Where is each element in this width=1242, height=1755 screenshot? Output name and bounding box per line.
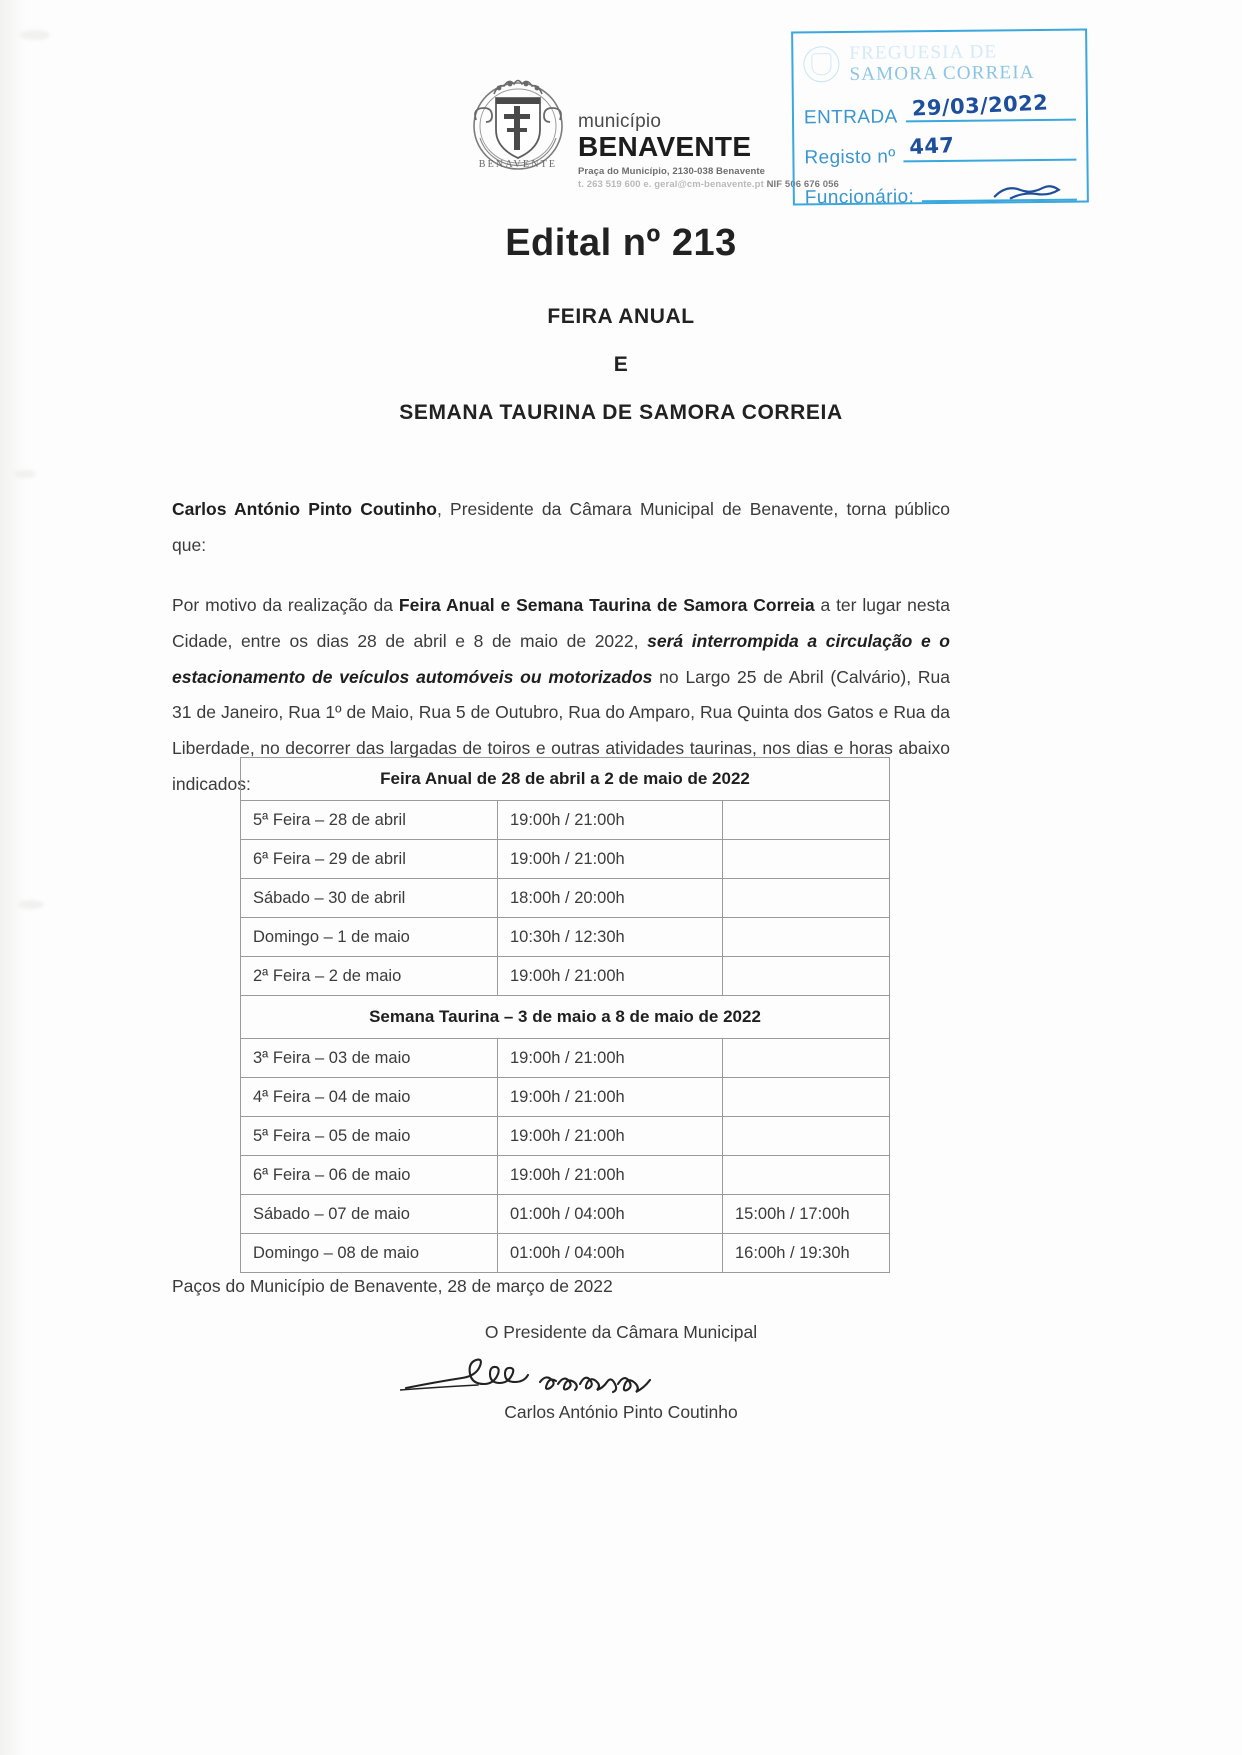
- row-day: 6ª Feira – 06 de maio: [241, 1156, 498, 1195]
- president-name: Carlos António Pinto Coutinho: [172, 499, 437, 519]
- event-name-bold: Feira Anual e Semana Taurina de Samora Correia: [398, 594, 815, 615]
- subtitle-semana-taurina: SEMANA TAURINA DE SAMORA CORREIA: [399, 401, 843, 424]
- stamp-entrada-field: [905, 90, 1076, 123]
- stamp-funcionario-label: Funcionário:: [804, 186, 915, 209]
- document-title: Edital nº 213: [505, 222, 737, 264]
- row-slot-1: 19:00h / 21:00h: [498, 1039, 723, 1078]
- stamp-org-line-1: FREGUESIA DE: [849, 41, 998, 64]
- row-day: Domingo – 1 de maio: [241, 918, 498, 957]
- benavente-coat-of-arms-icon: [470, 68, 566, 172]
- row-slot-2: 16:00h / 19:30h: [723, 1234, 890, 1273]
- row-slot-2: [723, 1078, 890, 1117]
- paragraph-part-3: no Largo 25 de Abril (Calvário), Rua 31 de Janeiro, Rua 1º de Maio, Rua 5 de Outubro, Rua do Amparo, Rua Quinta dos Gatos e Rua da Liberdade, no decorrer das largadas de toiros e outras atividades taurinas, nos dias e horas abaixo indicados:: [172, 666, 950, 795]
- row-slot-1: 01:00h / 04:00h: [498, 1195, 723, 1234]
- stamp-organization: [849, 41, 1035, 85]
- row-slot-1: 19:00h / 21:00h: [498, 840, 723, 879]
- row-slot-1: 19:00h / 21:00h: [498, 1156, 723, 1195]
- table-row: [241, 1195, 890, 1234]
- address-line-2: t. 263 519 600 e. geral@cm-benavente.pt NIF 506 676 056: [578, 179, 839, 191]
- table-row: [241, 1078, 890, 1117]
- row-day: Sábado – 30 de abril: [241, 879, 498, 918]
- stamp-entrada-label: ENTRADA: [803, 106, 898, 129]
- brand-municipio-label: município: [578, 111, 662, 132]
- stamp-entrada-value: 29/03/2022: [911, 90, 1049, 121]
- row-slot-1: 18:00h / 20:00h: [498, 879, 723, 918]
- stamp-header: [793, 30, 1086, 89]
- row-slot-1: 19:00h / 21:00h: [498, 1117, 723, 1156]
- table-row: [241, 957, 890, 996]
- row-slot-2: [723, 918, 890, 957]
- row-slot-2: [723, 1156, 890, 1195]
- stamp-registo-field: [903, 133, 1076, 163]
- municipality-header: [470, 68, 839, 192]
- table-row: [241, 1117, 890, 1156]
- paragraph-part-1: Por motivo da realização da: [172, 594, 399, 615]
- row-day: 3ª Feira – 03 de maio: [241, 1039, 498, 1078]
- row-slot-2: [723, 879, 890, 918]
- table-row: [241, 918, 890, 957]
- row-day: Domingo – 08 de maio: [241, 1234, 498, 1273]
- round-seal-icon: [803, 46, 839, 82]
- stamp-org-line-2: SAMORA CORREIA: [849, 62, 1035, 85]
- row-day: 4ª Feira – 04 de maio: [241, 1078, 498, 1117]
- row-day: 5ª Feira – 05 de maio: [241, 1117, 498, 1156]
- row-slot-1: 10:30h / 12:30h: [498, 918, 723, 957]
- row-slot-1: 19:00h / 21:00h: [498, 801, 723, 840]
- svg-text:BENAVENTE: BENAVENTE: [478, 159, 558, 170]
- section1-title: Feira Anual de 28 de abril a 2 de maio de 2022: [241, 758, 890, 801]
- scan-smudge: [18, 900, 44, 909]
- row-slot-2: [723, 957, 890, 996]
- brand-benavente-label: BENAVENTE: [578, 131, 752, 162]
- address-line-1: Praça do Município, 2130-038 Benavente: [578, 166, 766, 178]
- document-subtitles: [0, 305, 1242, 449]
- handwritten-signature-icon: [400, 1348, 700, 1404]
- stamp-registo-row: [794, 132, 1086, 169]
- stamp-funcionario-row: [795, 172, 1087, 209]
- table-row: [241, 840, 890, 879]
- handwritten-initials-icon: [993, 181, 1065, 202]
- entry-stamp: [791, 28, 1089, 209]
- signature-title: O Presidente da Câmara Municipal: [484, 1322, 758, 1342]
- row-slot-2: [723, 801, 890, 840]
- row-slot-2: [723, 1039, 890, 1078]
- intro-paragraph: [172, 492, 950, 564]
- row-day: Sábado – 07 de maio: [241, 1195, 498, 1234]
- section2-title: Semana Taurina – 3 de maio a 8 de maio de 2022: [241, 996, 890, 1039]
- stamp-registo-value: 447: [909, 133, 956, 160]
- stamp-entrada-row: [794, 92, 1086, 129]
- row-slot-2: 15:00h / 17:00h: [723, 1195, 890, 1234]
- row-day: 6ª Feira – 29 de abril: [241, 840, 498, 879]
- restriction-italic: será interrompida a circulação e o estacionamento de veículos automóveis ou motorizados: [172, 630, 950, 687]
- table-row: [241, 1039, 890, 1078]
- paragraph-part-2: a ter lugar nesta Cidade, entre os dias 28 de abril e 8 de maio de 2022,: [172, 594, 950, 651]
- table-row: [241, 879, 890, 918]
- intro-rest: , Presidente da Câmara Municipal de Benavente, torna público que:: [172, 499, 950, 555]
- place-and-date: Paços do Município de Benavente, 28 de março de 2022: [172, 1276, 613, 1296]
- scan-smudge: [20, 30, 50, 40]
- subtitle-conjunction: E: [613, 353, 629, 376]
- row-day: 5ª Feira – 28 de abril: [241, 801, 498, 840]
- table-row: [241, 1156, 890, 1195]
- row-slot-2: [723, 1117, 890, 1156]
- scan-smudge: [14, 470, 36, 478]
- row-day: 2ª Feira – 2 de maio: [241, 957, 498, 996]
- signatory-name: Carlos António Pinto Coutinho: [504, 1402, 738, 1422]
- table-section-header-row: [241, 758, 890, 801]
- table-row: [241, 1234, 890, 1273]
- row-slot-1: 19:00h / 21:00h: [498, 957, 723, 996]
- schedule-table: [240, 757, 890, 1273]
- row-slot-1: 19:00h / 21:00h: [498, 1078, 723, 1117]
- table-section-header-row: [241, 996, 890, 1039]
- subtitle-feira-anual: FEIRA ANUAL: [547, 305, 695, 328]
- row-slot-1: 01:00h / 04:00h: [498, 1234, 723, 1273]
- stamp-registo-label: Registo nº: [804, 146, 896, 169]
- stamp-funcionario-field: [922, 173, 1077, 203]
- row-slot-2: [723, 840, 890, 879]
- table-row: [241, 801, 890, 840]
- nif-value: NIF 506 676 056: [766, 179, 839, 191]
